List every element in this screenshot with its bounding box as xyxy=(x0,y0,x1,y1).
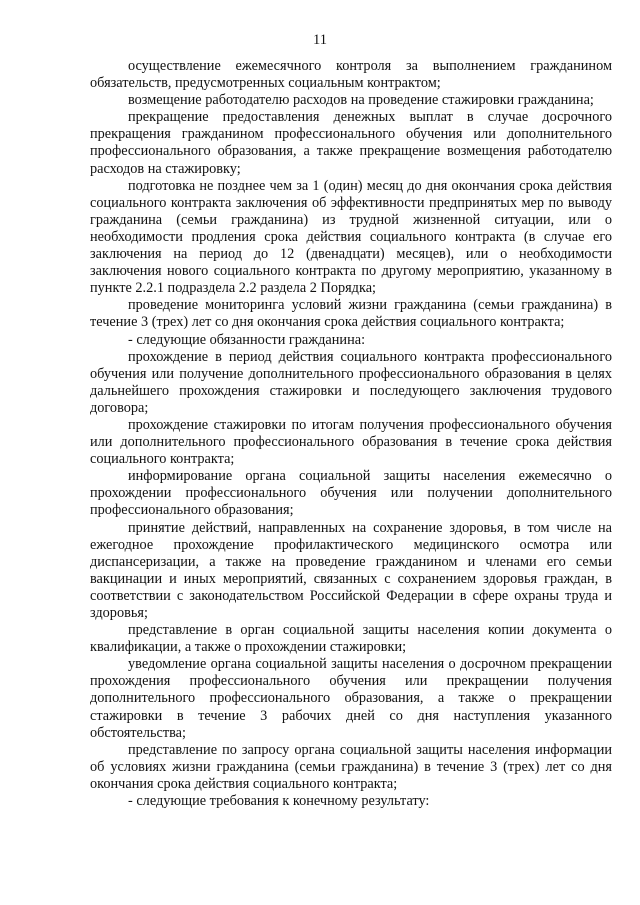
paragraph: представление в орган социальной защиты населения копии документа о квалификации, а также о прохождении стажировки; xyxy=(90,622,612,656)
paragraph: - следующие обязанности гражданина: xyxy=(128,331,366,348)
paragraph: подготовка не позднее чем за 1 (один) месяц до дня окончания срока действия социального контракта заключения об эффективности предпринятых мер по выводу гражданина (семьи гражданина) из трудной жизненной ситуации, или о необходимости продления срока действия социального контракта (в случае его заключения на период до 12 (двенадцати) месяцев), или о необходимости заключения нового социального контракта по другому мероприятию, указанному в пункте 2.2.1 подраздела 2.2 раздела 2 Порядка; xyxy=(90,177,612,297)
paragraph: - следующие требования к конечному результату: xyxy=(128,793,430,810)
paragraph: осуществление ежемесячного контроля за выполнением гражданином обязательств, предусмотренных социальным контрактом; xyxy=(90,58,612,92)
paragraph: представление по запросу органа социальной защиты населения информации об условиях жизни гражданина (семьи гражданина) в течение 3 (трех) лет со дня окончания срока действия социального контракта; xyxy=(90,741,612,792)
document-body xyxy=(90,58,612,810)
paragraph: прекращение предоставления денежных выплат в случае досрочного прекращения гражданином профессионального обучения или дополнительного профессионального образования, а также прекращение возмещения работодателю расходов на стажировку; xyxy=(90,109,612,177)
paragraph: возмещение работодателю расходов на проведение стажировки гражданина; xyxy=(128,92,594,109)
paragraph: проведение мониторинга условий жизни гражданина (семьи гражданина) в течение 3 (трех) лет со дня окончания срока действия социального контракта; xyxy=(90,297,612,331)
paragraph: прохождение стажировки по итогам получения профессионального обучения или дополнительного профессионального образования в течение срока действия социального контракта; xyxy=(90,416,612,468)
page-number: 11 xyxy=(313,32,327,48)
paragraph: информирование органа социальной защиты населения ежемесячно о прохождении профессионального обучения или получении дополнительного профессионального образования; xyxy=(90,468,612,519)
paragraph: принятие действий, направленных на сохранение здоровья, в том числе на ежегодное прохождение профилактического медицинского осмотра или диспансеризации, а также на проведение гражданином и членами его семьи вакцинации и иных мероприятий, связанных с сохранением здоровья граждан, в соответствии с законодательством Российской Федерации в сфере охраны труда и здоровья; xyxy=(90,519,612,621)
paragraph: уведомление органа социальной защиты населения о досрочном прекращении прохождения профессионального обучения или прекращении получения дополнительного профессионального образования, а также о прекращении стажировки в течение 3 рабочих дней со дня наступления указанного обстоятельства; xyxy=(90,656,612,741)
paragraph: прохождение в период действия социального контракта профессионального обучения или получение дополнительного профессионального образования в целях дальнейшего прохождения стажировки и последующего заключения трудового договора; xyxy=(90,348,612,416)
